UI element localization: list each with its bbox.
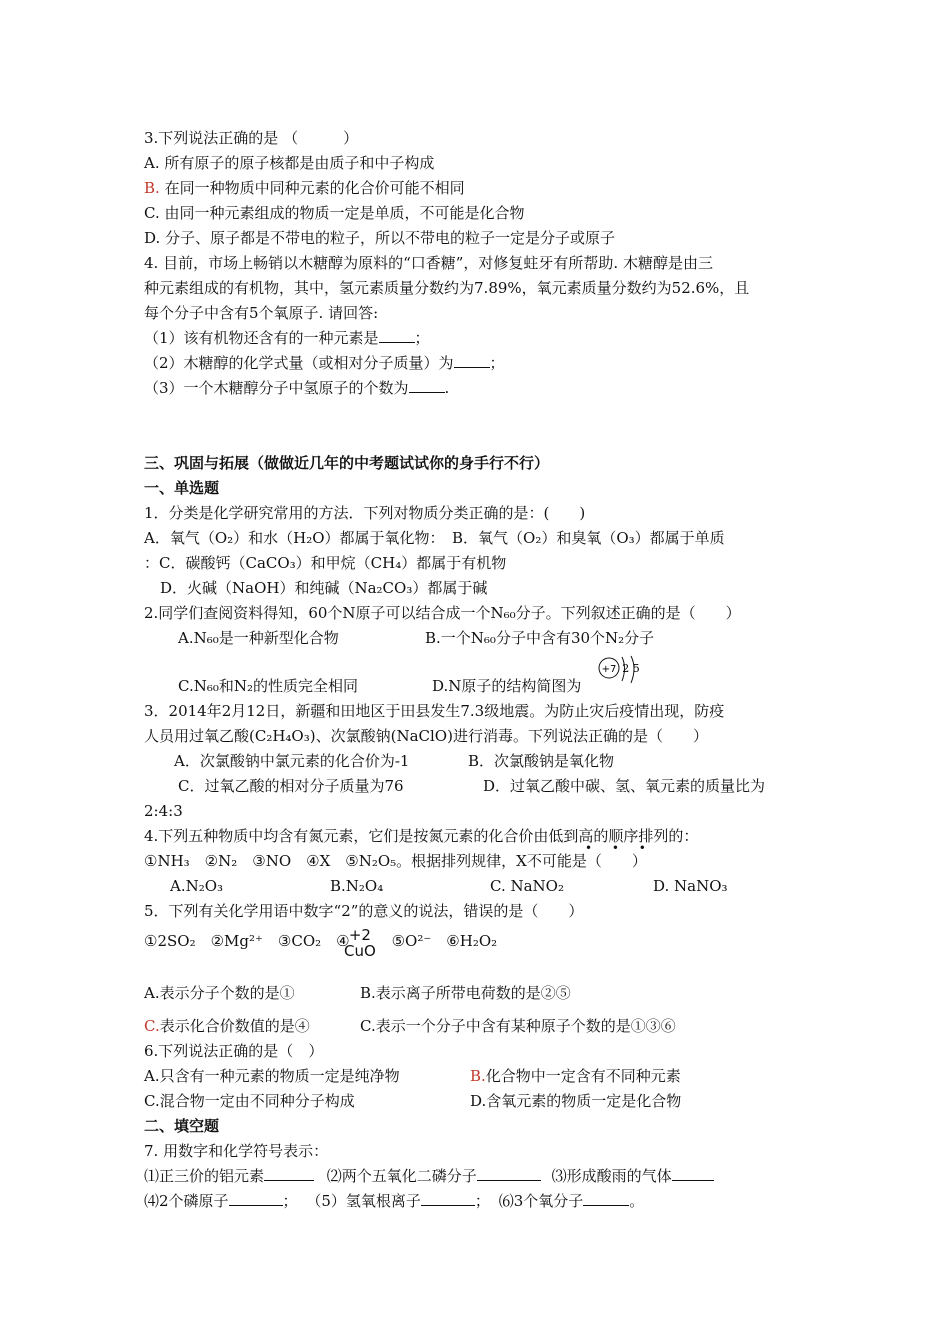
q4a-line-2: 种元素组成的有机物，其中，氢元素质量分数约为7.89%，氧元素质量分数约为52.6%，且	[144, 279, 750, 297]
expr-part-2: ⑤O²⁻ ⑥H₂O₂	[391, 932, 498, 950]
option-text: 化合物中一定含有不同种元素	[485, 1067, 681, 1085]
q3a-option-a: A. 所有原子的原子核都是由质子和中子构成	[144, 154, 435, 172]
q3-option-d: D．过氧乙酸中碳、氢、氧元素的质量比为	[483, 777, 766, 795]
answer-mark: B.	[144, 179, 160, 197]
q3-line-1: 3．2014年2月12日，新疆和田地区于田县发生7.3级地震。为防止灾后疫情出现，防疫	[144, 702, 725, 720]
q1-option-d: D．火碱（NaOH）和纯碱（Na₂CO₃）都属于碱	[160, 579, 488, 597]
q6-option-a: A.只含有一种元素的物质一定是纯净物	[144, 1067, 400, 1085]
q2-option-c: C.N₆₀和N₂的性质完全相同	[178, 677, 359, 695]
q1-stem: 1．分类是化学研究常用的方法．下列对物质分类正确的是：( )	[144, 504, 586, 522]
q5-stem: 5．下列有关化学用语中数字“2”的意义的说法，错误的是（ ）	[144, 902, 584, 920]
part-3: ⑶形成酸雨的气体	[551, 1167, 672, 1185]
q3-option-b: B．次氯酸钠是氧化物	[468, 752, 615, 770]
q-end: ；	[414, 329, 430, 347]
q6-option-c: C.混合物一定由不同种分子构成	[144, 1092, 355, 1110]
emphasis-dots: • • •	[585, 841, 654, 855]
q5-option-a: A.表示分子个数的是①	[144, 984, 295, 1002]
q4-line-2: ①NH₃ ②N₂ ③NO ④X ⑤N₂O₅。根据排列规律，X不可能是（ ）	[144, 852, 647, 870]
q3-option-d-cont: 2:4:3	[144, 802, 183, 820]
q4a-line-1: 4. 目前，市场上畅销以木糖醇为原料的“口香糖”，对修复蛀牙有所帮助. 木糖醇是由三	[144, 254, 713, 272]
q3a-option-d: D. 分子、原子都是不带电的粒子，所以不带电的粒子一定是分子或原子	[144, 229, 616, 247]
part-6-end: 。	[629, 1192, 645, 1210]
section-fill-heading: 二、填空题	[144, 1117, 220, 1135]
part-1: ⑴正三价的铝元素	[144, 1167, 265, 1185]
answer-mark: B.	[470, 1067, 486, 1085]
q3-option-a: A．次氯酸钠中氯元素的化合价为-1	[174, 752, 410, 770]
q3-option-c: C．过氧乙酸的相对分子质量为76	[178, 777, 404, 795]
part-5: （5）氢氧根离子	[306, 1192, 421, 1210]
q-text: （2）木糖醇的化学式量（或相对分子质量）为	[144, 354, 454, 372]
q1-options-ab: A．氧气（O₂）和水（H₂O）都属于氧化物： B．氧气（O₂）和臭氧（O₃）都属于单质	[144, 529, 725, 547]
shell-electrons: 2 5	[622, 662, 640, 675]
section-3-heading: 三、巩固与拓展（做做近几年的中考题试试你的身手行不行）	[144, 454, 550, 472]
q-end: ；	[489, 354, 505, 372]
part-4-end: ；	[282, 1192, 298, 1210]
answer-blank[interactable]	[583, 1191, 629, 1206]
q7-row-2	[144, 1191, 644, 1211]
q-end: .	[444, 379, 450, 397]
q5-option-b: B.表示离子所带电荷数的是②⑤	[360, 984, 571, 1002]
q4a-sub-3	[144, 378, 449, 398]
valence-mark: +2	[348, 926, 371, 944]
q3a-option-b	[144, 178, 465, 198]
q1-option-c: ：C．碳酸钙（CaCO₃）和甲烷（CH₄）都属于有机物	[144, 554, 507, 572]
section-single-heading: 一、单选题	[144, 479, 220, 497]
q4a-line-3: 每个分子中含有5个氧原子. 请回答:	[144, 304, 379, 322]
q4-option-c: C. NaNO₂	[490, 877, 564, 895]
q5-expressions	[144, 931, 497, 951]
q2-stem: 2.同学们查阅资料得知，60个N原子可以结合成一个N₆₀分子。下列叙述正确的是（ ）	[144, 604, 741, 622]
cuo-valence	[344, 927, 376, 959]
q7-row-1	[144, 1166, 714, 1186]
q7-stem: 7. 用数字和化学符号表示：	[144, 1142, 329, 1160]
q2-option-d: D.N原子的结构简图为	[432, 677, 582, 695]
answer-blank[interactable]	[264, 1166, 314, 1181]
answer-blank[interactable]	[229, 1191, 283, 1206]
q4-option-a: A.N₂O₃	[170, 877, 224, 895]
part-6: ⑹3个氧分子	[498, 1192, 584, 1210]
part-5-end: ；	[474, 1192, 490, 1210]
q5-option-c	[144, 1016, 310, 1036]
q-text: （3）一个木糖醇分子中氢原子的个数为	[144, 379, 409, 397]
q4-option-b: B.N₂O₄	[330, 877, 384, 895]
q3-line-2: 人员用过氧乙酸(C₂H₄O₃)、次氯酸钠(NaClO)进行消毒。下列说法正确的是（ ）	[144, 727, 708, 745]
part-2: ⑵两个五氧化二磷分子	[326, 1167, 477, 1185]
q4a-sub-2	[144, 353, 505, 373]
part-4: ⑷2个磷原子	[144, 1192, 229, 1210]
answer-blank[interactable]	[477, 1166, 541, 1181]
q3a-option-c: C. 由同一种元素组成的物质一定是单质，不可能是化合物	[144, 204, 525, 222]
q4-line-1: 4.下列五种物质中均含有氮元素，它们是按氮元素的化合价由低到高的顺序排列的：	[144, 827, 699, 845]
expr-part-1: ①2SO₂ ②Mg²⁺ ③CO₂ ④	[144, 932, 350, 950]
q2-option-b: B.一个N₆₀分子中含有30个N₂分子	[425, 629, 655, 647]
answer-blank[interactable]	[672, 1166, 714, 1181]
nitrogen-atom-diagram	[598, 655, 648, 695]
q2-option-a: A.N₆₀是一种新型化合物	[178, 629, 339, 647]
answer-blank[interactable]	[409, 378, 445, 393]
q4a-sub-1	[144, 328, 430, 348]
answer-blank[interactable]	[421, 1191, 475, 1206]
answer-blank[interactable]	[379, 328, 415, 343]
q6-option-b	[470, 1066, 681, 1086]
nucleus-label: +7	[601, 664, 617, 675]
q5-option-c2: C.表示一个分子中含有某种原子个数的是①③⑥	[360, 1017, 676, 1035]
q3a-stem: 3.下列说法正确的是 （ ）	[144, 129, 359, 147]
option-text: 表示化合价数值的是④	[159, 1017, 310, 1035]
answer-mark: C.	[144, 1017, 160, 1035]
option-text: 在同一种物质中同种元素的化合价可能不相同	[159, 179, 465, 197]
q6-option-d: D.含氧元素的物质一定是化合物	[470, 1092, 682, 1110]
cuo-formula: CuO	[344, 942, 376, 960]
q4-option-d: D. NaNO₃	[653, 877, 728, 895]
q-text: （1）该有机物还含有的一种元素是	[144, 329, 379, 347]
answer-blank[interactable]	[454, 353, 490, 368]
q6-stem: 6.下列说法正确的是（ ）	[144, 1042, 324, 1060]
